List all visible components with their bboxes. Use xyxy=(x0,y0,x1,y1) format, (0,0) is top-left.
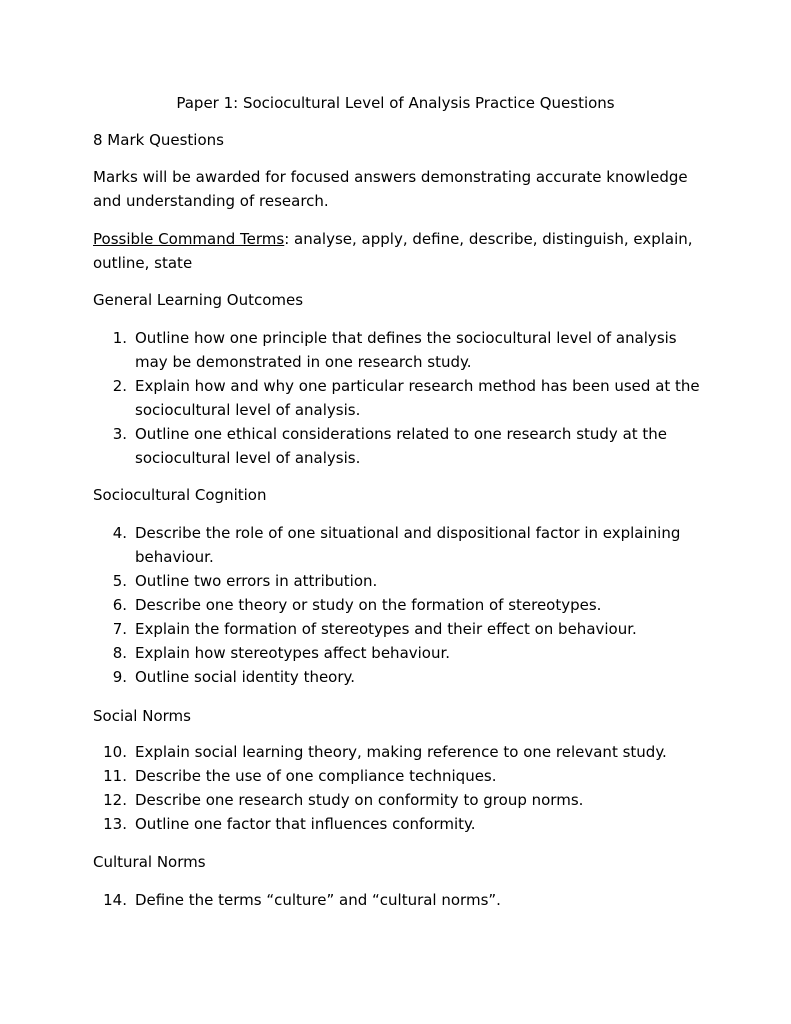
question-text: Explain how stereotypes affect behaviour. xyxy=(135,644,451,662)
question-text: Outline one ethical considerations related to one research study at the sociocultural level of analysis. xyxy=(135,425,668,467)
command-terms-list: : analyse, apply, define, describe, distinguish, explain, outline, state xyxy=(93,230,693,272)
question-text: Describe one theory or study on the formation of stereotypes. xyxy=(135,596,602,614)
list-item xyxy=(93,593,703,617)
question-text: Outline social identity theory. xyxy=(135,668,356,686)
question-text: Outline how one principle that defines the sociocultural level of analysis may be demonstrated in one research study. xyxy=(135,329,677,371)
question-text: Describe one research study on conformity to group norms. xyxy=(135,791,584,809)
question-text: Explain social learning theory, making reference to one relevant study. xyxy=(135,743,667,761)
section-heading-social-norms: Social Norms xyxy=(93,707,191,725)
section-heading-sociocultural-cognition: Sociocultural Cognition xyxy=(93,486,267,504)
question-text: Describe the role of one situational and dispositional factor in explaining behaviour. xyxy=(135,524,681,566)
command-terms-label: Possible Command Terms xyxy=(93,230,285,248)
question-number: 5. xyxy=(112,572,127,590)
section-heading-general-learning-outcomes: General Learning Outcomes xyxy=(93,291,304,309)
question-list-cultural-norms xyxy=(93,888,703,912)
list-item xyxy=(93,812,703,836)
question-number: 3. xyxy=(112,425,127,443)
list-item xyxy=(93,422,703,470)
marks-paragraph: Marks will be awarded for focused answers demonstrating accurate knowledge and understanding of research. xyxy=(93,168,688,210)
question-text: Outline one factor that influences conformity. xyxy=(135,815,476,833)
question-number: 13. xyxy=(103,815,127,833)
question-text: Describe the use of one compliance techniques. xyxy=(135,767,497,785)
question-text: Outline two errors in attribution. xyxy=(135,572,378,590)
question-list-cognition xyxy=(93,521,703,689)
question-number: 1. xyxy=(112,329,127,347)
question-number: 2. xyxy=(112,377,127,395)
question-list-social-norms xyxy=(93,740,703,836)
list-item xyxy=(93,740,703,764)
list-item xyxy=(93,665,703,689)
question-list-general xyxy=(93,326,703,470)
question-number: 10. xyxy=(103,743,127,761)
page-title: Paper 1: Sociocultural Level of Analysis Practice Questions xyxy=(176,94,615,112)
section-heading-8-mark: 8 Mark Questions xyxy=(93,131,224,149)
question-number: 8. xyxy=(112,644,127,662)
list-item xyxy=(93,374,703,422)
question-text: Explain how and why one particular research method has been used at the sociocultural level of analysis. xyxy=(135,377,700,419)
section-heading-cultural-norms: Cultural Norms xyxy=(93,853,206,871)
question-number: 6. xyxy=(112,596,127,614)
list-item xyxy=(93,641,703,665)
command-terms-paragraph xyxy=(93,227,703,275)
list-item xyxy=(93,617,703,641)
question-number: 9. xyxy=(112,668,127,686)
list-item xyxy=(93,888,703,912)
question-number: 4. xyxy=(112,524,127,542)
list-item xyxy=(93,569,703,593)
question-number: 11. xyxy=(103,767,127,785)
list-item xyxy=(93,326,703,374)
question-text: Explain the formation of stereotypes and their effect on behaviour. xyxy=(135,620,637,638)
list-item xyxy=(93,521,703,569)
question-text: Define the terms “culture” and “cultural norms”. xyxy=(135,891,501,909)
question-number: 7. xyxy=(112,620,127,638)
question-number: 14. xyxy=(103,891,127,909)
list-item xyxy=(93,788,703,812)
question-number: 12. xyxy=(103,791,127,809)
list-item xyxy=(93,764,703,788)
